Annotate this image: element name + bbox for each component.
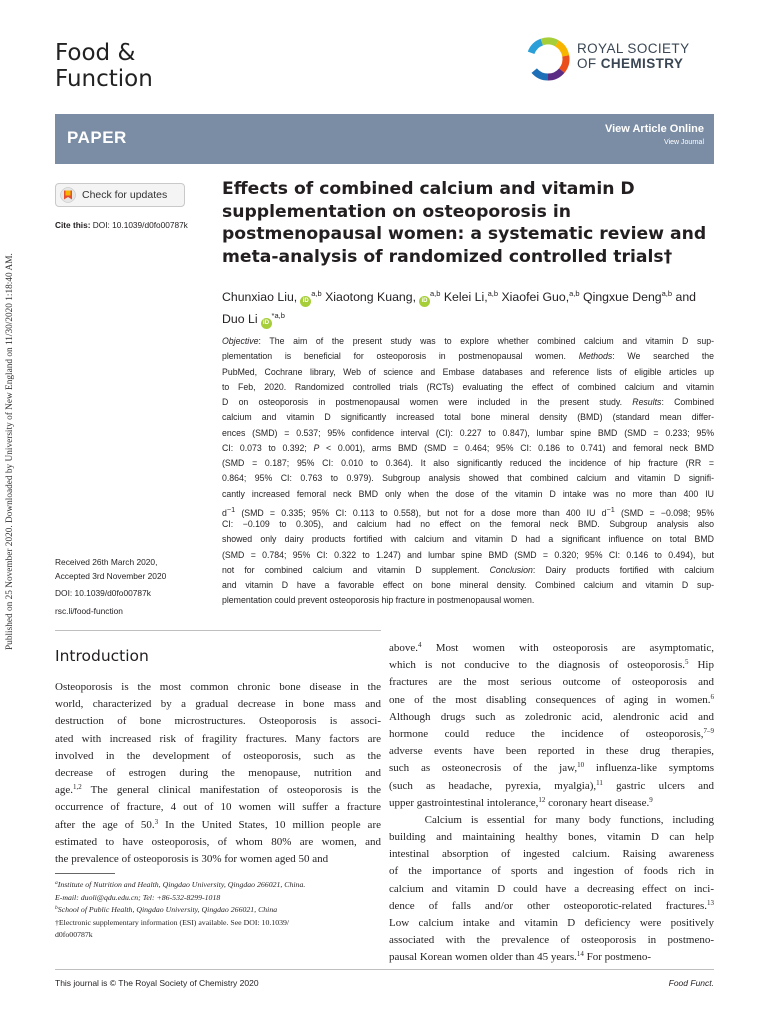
abstract-line: CI: 0.073 to 0.392; P < 0.001), arms BMD (SMD = 0.464; 95% CI: 0.186 to 0.741) and femoral neck BMD [222, 442, 714, 453]
abstract-line: ences (SMD) = 0.537; 95% confidence interval (CI): 0.227 to 0.847), lumbar spine BMD (SMD = 0.233; 95% [222, 427, 714, 438]
body-text-line: of the importance of sports and ingestion of foods rich in [389, 865, 714, 878]
abstract-line: CI: −0.109 to 0.305), and calcium had no effect on the femoral neck BMD. Subgroup analysis also [222, 519, 714, 529]
orcid-icon[interactable]: iD [300, 296, 311, 307]
body-column-left [55, 679, 381, 868]
cite-this: Cite this: DOI: 10.1039/d0fo00787k [55, 220, 188, 230]
body-text-line: involved in the development of osteoporosis, such as the [55, 749, 381, 762]
body-text-line: adverse events have been reported in these drug therapies, [389, 745, 714, 758]
orcid-icon[interactable]: iD [261, 318, 272, 329]
abstract-line: $d^{-1}$ (SMD = 0.335; 95% CI: 0.113 to 0.558), but not for a dose more than 400 IU $d^{-1}$ (SMD = −0.098; 95% [222, 504, 714, 518]
body-text-line: Low calcium intake and vitamin D deficiency were positively [389, 917, 714, 929]
author-affiliation-mark: a,b [661, 289, 673, 298]
section-divider [55, 630, 381, 631]
journal-abbreviation: Food Funct. [668, 978, 714, 988]
journal-title-line2: Function [55, 66, 153, 92]
journal-link[interactable]: rsc.li/food-function [55, 605, 123, 616]
abstract-line: calcium and vitamin D significantly increased total bone mineral density (BMD) (standard mean differ- [222, 412, 714, 423]
rsc-ring-icon [525, 36, 571, 82]
rsc-ring-segment [562, 56, 566, 71]
body-text-line: building and maintaining healthy bones, vitamin D can help [389, 831, 714, 844]
body-text-line: associated with the prevalence of osteoporosis in postmeno- [389, 934, 714, 947]
section-heading-introduction: Introduction [55, 647, 149, 665]
body-text-line: (such as headache, pyrexia, myalgia),$^{11}$ gastric ulcers and [389, 778, 715, 792]
author-affiliation-mark: a,b [430, 289, 441, 298]
author-name: Qingxue Deng [583, 290, 662, 304]
author-affiliation-mark: a,b [569, 289, 580, 298]
body-column-right [389, 640, 714, 967]
view-journal-link[interactable]: View Journal [664, 139, 704, 146]
abstract-line: showed only dairy products fortified with calcium and vitamin D had a significant influence on total BMD [222, 534, 714, 545]
rsc-name-line1: ROYAL SOCIETY [577, 41, 690, 56]
abstract-line: not for combined calcium and vitamin D supplement. Conclusion: Dairy products fortified with calcium [222, 564, 714, 575]
abstract-line: to Feb, 2020. Randomized controlled trials (RCTs) evaluating the effect of combined calcium and vitamin [222, 381, 714, 392]
download-notice: Published on 25 November 2020. Downloaded by University of New England on 11/30/2020 1:18:40 AM. [5, 253, 15, 650]
body-text-line: which is not conducive to the diagnosis of osteoporosis.$^5$ Hip [389, 658, 714, 672]
view-article-online-link[interactable]: View Article Online [604, 123, 704, 135]
footnote-line: d0fo00787k [55, 930, 93, 940]
body-text-line: after the age of 50.$^3$ In the United States, 10 million people are [55, 817, 381, 831]
body-text-line: Calcium is essential for many body functions, including [389, 813, 714, 826]
abstract-line: plementation could prevent osteoporosis hip fracture in postmenopausal women. [222, 595, 535, 606]
journal-title[interactable] [55, 40, 153, 92]
body-text-line: above.$^4$ Most women with osteoporosis are asymptomatic, [389, 641, 714, 654]
abstract-line: (SMD = 0.784; 95% CI: 0.322 to 1.247) and lumbar spine BMD (SMD = 0.320; 95% CI: 0.146 to 0.494), but [222, 549, 714, 560]
rsc-logo[interactable] [525, 36, 725, 86]
orcid-icon[interactable]: iD [419, 296, 430, 307]
abstract [222, 334, 714, 609]
body-text-line: the prevalence of osteoporosis is 30% for women aged 50 and [55, 852, 329, 865]
footnote-line: E-mail: duoli@qdu.edu.cn; Tel: +86-532-8299-1018 [55, 892, 221, 902]
affiliation-footnotes [55, 879, 377, 942]
author-affiliation-mark: a,b [487, 289, 499, 298]
body-text-line: intestinal absorption of ingested calcium. Raising awareness [389, 848, 714, 861]
rsc-ring-segment [548, 71, 562, 77]
rsc-ring-segment [557, 43, 566, 55]
abstract-line: plementation is beneficial for osteoporosis in postmenopausal women. Methods: We searched the [222, 351, 714, 362]
check-for-updates-label: Check for updates [82, 189, 168, 201]
accepted-date: Accepted 3rd November 2020 [55, 570, 167, 581]
abstract-line: and vitamin D have a favorable effect on bone mineral density. Combined calcium and vitamin D sup- [222, 580, 714, 590]
author-name: Kelei Li, [443, 290, 488, 304]
check-for-updates-button[interactable] [55, 183, 185, 207]
body-text-line: occurrence of fracture, 4 out of 10 women will suffer a fracture [55, 801, 381, 814]
body-text-line: decrease of estrogen during the menopause, nutrition and [55, 766, 381, 779]
body-text-line: estimated to have osteoporosis, of whom 80% are women, and [55, 835, 381, 848]
body-text-line: ated with increased risk of fragility fractures. Many factors are [55, 732, 381, 745]
footnote-line: $^b$School of Public Health, Qingdao University, Qingdao 266021, China [55, 905, 278, 915]
body-text-line: upper gastrointestinal intolerance,$^{12}$ coronary heart disease.$^9$ [389, 795, 653, 809]
author-affiliation-mark: a,b [311, 289, 322, 298]
body-text-line: pausal Korean women older than 45 years.$^{14}$ For postmeno- [389, 950, 652, 964]
body-text-line: one of the most disabling consequences of aging in women.$^6$ [389, 692, 714, 706]
article-type-label: PAPER [67, 128, 127, 147]
rsc-ring-segment [542, 41, 557, 43]
body-text-line: calcium and vitamin D could have a decreasing effect on inci- [389, 882, 714, 895]
body-text-line: dence of falls and/or other osteoporotic-related fractures.$^{13}$ [389, 898, 714, 912]
copyright-notice: This journal is © The Royal Society of Chemistry 2020 [55, 978, 259, 988]
body-text-line: hormone could reduce the incidence of osteoporosis,$^{7-9}$ [389, 726, 714, 740]
abstract-line: D on osteoporosis in postmenopausal women were included in the present study. Results: Combined [222, 397, 714, 407]
body-text-line: Osteoporosis is the most common chronic bone disease in the [55, 681, 381, 693]
body-text-line: Although drugs such as zoledronic acid, alendronic acid and [389, 710, 714, 723]
abstract-line: (SMD = 0.187; 95% CI: 0.010 to 0.364). It also significantly reduced the incidence of hip fracture (RR = [222, 458, 714, 468]
rsc-ring-segment [531, 42, 542, 53]
footer-divider [55, 969, 714, 970]
author-name: Chunxiao Liu, [222, 290, 298, 304]
rsc-name-line2: OF CHEMISTRY [577, 56, 684, 71]
journal-title-line1: Food & [55, 40, 136, 66]
author-name: Xiaofei Guo, [501, 290, 570, 304]
author-affiliation-mark: *a,b [271, 311, 285, 320]
article-type-banner [55, 114, 714, 164]
article-doi[interactable]: DOI: 10.1039/d0fo00787k [55, 588, 151, 598]
abstract-line: cantly increased femoral neck BMD only when the dose of the vitamin D intake was no more than 400 IU [222, 488, 714, 499]
author-name: and Duo Li [222, 290, 697, 326]
abstract-line: PubMed, Cochrane library, Web of science and Embase databases and reference lists of eligible articles up [222, 366, 714, 377]
crossmark-icon [60, 187, 76, 203]
article-title: Effects of combined calcium and vitamin D supplementation on osteoporosis in postmenopausal women: a systematic review and meta-analysis of randomized controlled trials† [222, 179, 707, 267]
body-text-line: fractures are the most serious outcome of osteoporosis and [389, 676, 714, 689]
body-text-line: such as osteonecrosis of the jaw,$^{10}$ influenza-like symptoms [389, 761, 714, 775]
received-date: Received 26th March 2020, [55, 557, 158, 567]
abstract-line: Objective: The aim of the present study was to explore whether combined calcium and vitamin D sup- [222, 336, 714, 346]
footnote-line: †Electronic supplementary information (ESI) available. See DOI: 10.1039/ [55, 917, 290, 927]
article-history [55, 556, 166, 618]
footnote-line: $^a$Institute of Nutrition and Health, Qingdao University, Qingdao 266021, China. [55, 880, 306, 889]
abstract-line: 0.864; 95% CI: 0.763 to 0.979). Subgroup analysis showed that combined calcium and vitamin D signifi- [222, 473, 714, 484]
body-text-line: world, characterized by a gradual decrease in bone mass and [55, 698, 381, 711]
rsc-ring-segment [534, 71, 548, 77]
body-text-line: age.$^{1,2}$ The general clinical manifestation of osteoporosis is the [55, 783, 381, 797]
body-text-line: destruction of bone microstructures. Osteoporosis is associ- [55, 715, 381, 728]
author-name: Xiaotong Kuang, [325, 290, 416, 304]
footnote-divider [55, 873, 115, 874]
author-list [222, 285, 717, 329]
